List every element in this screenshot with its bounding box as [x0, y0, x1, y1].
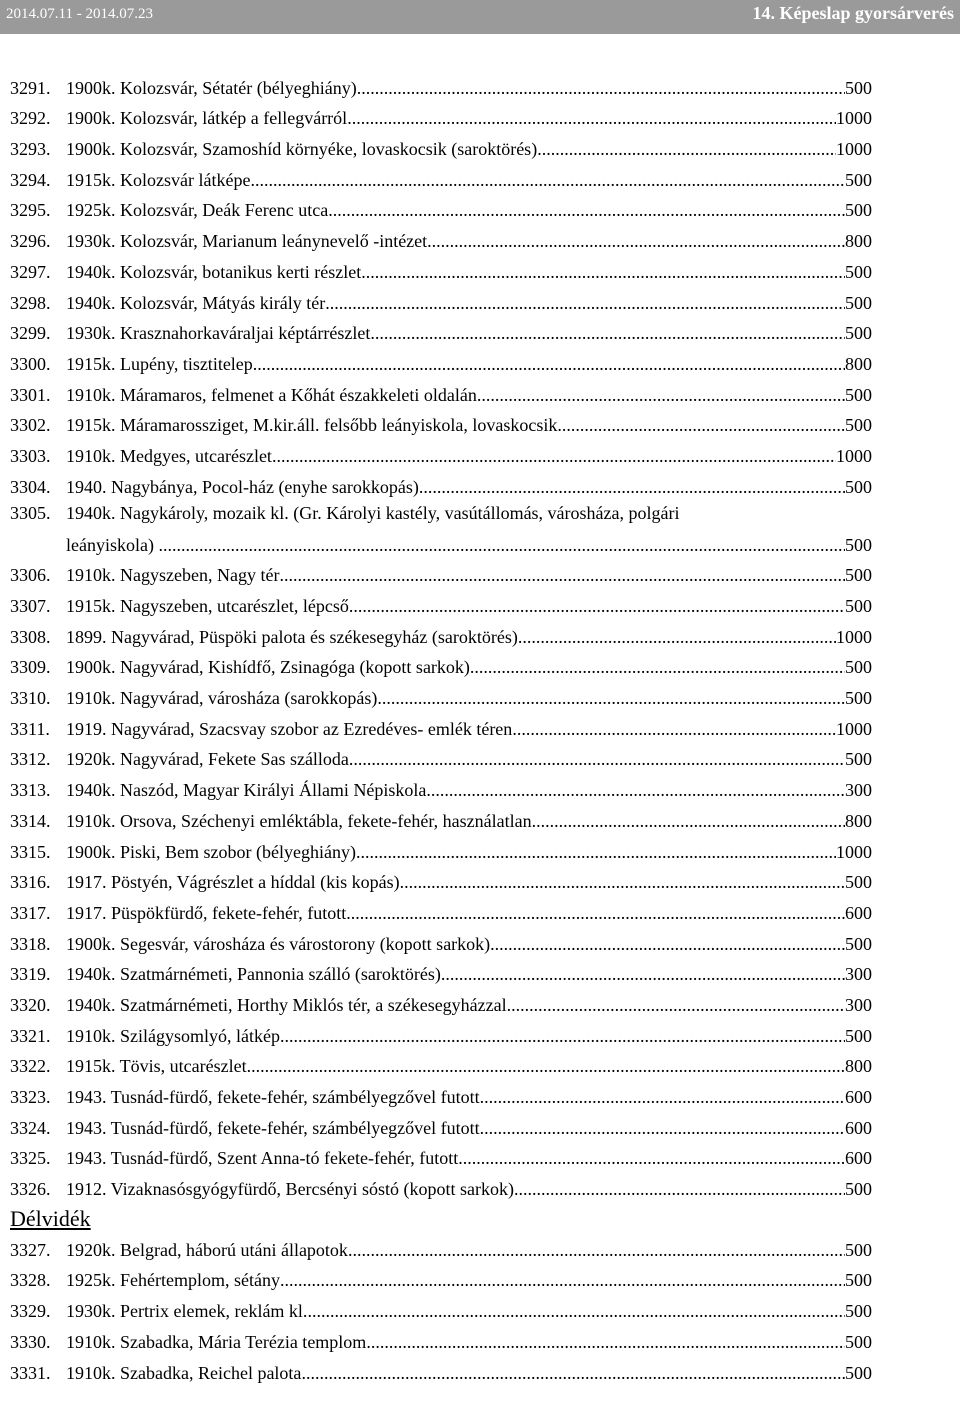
- lot-price: 800: [845, 1056, 872, 1077]
- list-item: [10, 960, 872, 991]
- lot-price: 1000: [836, 626, 872, 647]
- list-item: [10, 561, 872, 592]
- list-item: [10, 165, 872, 196]
- lot-number: 3326.: [10, 1179, 51, 1200]
- list-item: [10, 1021, 872, 1052]
- leader-dots: [301, 1363, 845, 1383]
- leader-dots: [347, 108, 836, 128]
- list-item: [10, 653, 872, 684]
- lot-body: [66, 385, 872, 405]
- lot-price: 1000: [836, 108, 872, 129]
- leader-dots: [419, 477, 845, 497]
- list-item: [10, 868, 872, 899]
- lot-number: 3309.: [10, 657, 51, 678]
- lot-price: 300: [845, 964, 872, 985]
- lot-number: 3329.: [10, 1301, 51, 1322]
- lot-description: 1943. Tusnád-fürdő, Szent Anna-tó fekete-fehér, futott: [66, 1148, 459, 1169]
- lot-price: 600: [845, 902, 872, 923]
- lot-number: 3294.: [10, 169, 51, 190]
- lot-number: 3323.: [10, 1087, 51, 1107]
- lot-description: 1899. Nagyvárad, Püspöki palota és székesegyház (saroktörés): [66, 626, 518, 647]
- lot-price: 500: [845, 749, 872, 770]
- lot-price: 1000: [836, 139, 872, 160]
- lot-body: [66, 231, 872, 251]
- leader-dots: [514, 1179, 845, 1199]
- lot-description: 1912. Vizaknasósgyógyfürdő, Bercsényi sóstó (kopott sarkok): [66, 1179, 515, 1200]
- lot-body: [66, 108, 872, 128]
- item-group: [10, 561, 872, 1205]
- lot-price: 500: [845, 1179, 872, 1200]
- list-item: [10, 1266, 872, 1297]
- lot-price: 800: [845, 231, 872, 252]
- leader-dots: [253, 354, 845, 374]
- lot-description: 1917. Pöstyén, Vágrészlet a híddal (kis kopás): [66, 872, 400, 893]
- lot-description: 1900k. Nagyvárad, Kishídfő, Zsinagóga (kopott sarkok): [66, 657, 470, 678]
- list-item: [10, 257, 872, 288]
- list-item: [10, 1358, 872, 1389]
- lot-price: 500: [845, 1239, 872, 1260]
- lot-number: 3316.: [10, 872, 51, 893]
- leader-dots: [328, 200, 845, 220]
- lot-number: 3303.: [10, 445, 51, 466]
- leader-dots: [470, 657, 845, 677]
- lot-description: 1940k. Naszód, Magyar Királyi Állami Népiskola: [66, 780, 427, 801]
- lot-number: 3311.: [10, 718, 50, 739]
- lot-body: [66, 1363, 872, 1383]
- lot-price: 500: [845, 169, 872, 190]
- lot-description: 1910k. Szilágysomlyó, látkép: [66, 1025, 280, 1046]
- lot-description: 1920k. Belgrad, háború utáni állapotok: [66, 1239, 348, 1260]
- lot-price: 600: [845, 1087, 872, 1107]
- lot-number: 3319.: [10, 964, 51, 985]
- lot-number: 3318.: [10, 933, 51, 954]
- lot-description: 1925k. Fehértemplom, sétány: [66, 1270, 280, 1291]
- list-item: [10, 441, 872, 472]
- lot-price: 500: [845, 261, 872, 282]
- lot-price: 500: [845, 657, 872, 678]
- lot-price: 1000: [836, 718, 872, 739]
- lot-price: 1000: [836, 841, 872, 862]
- lot-number: 3298.: [10, 292, 51, 313]
- list-item: [10, 1296, 872, 1327]
- lot-number: 3322.: [10, 1056, 51, 1077]
- leader-dots: [480, 1118, 845, 1138]
- lot-body: [66, 657, 872, 677]
- list-item: [10, 745, 872, 776]
- lot-body: [66, 596, 872, 616]
- list-item: [10, 134, 872, 165]
- leader-dots: [349, 596, 845, 616]
- lot-price: 500: [845, 933, 872, 954]
- lot-price: 300: [845, 780, 872, 801]
- list-item: [10, 503, 872, 561]
- lot-description: 1940k. Szatmárnémeti, Horthy Miklós tér, a székesegyházzal: [66, 994, 507, 1015]
- leader-dots: [480, 1087, 845, 1107]
- lot-body: [66, 749, 872, 769]
- lot-number: 3301.: [10, 384, 51, 405]
- list-item: [10, 1174, 872, 1205]
- lot-number: 3325.: [10, 1148, 51, 1169]
- lot-price: 500: [845, 415, 872, 436]
- page-header: [0, 0, 960, 34]
- lot-number: 3292.: [10, 108, 51, 129]
- lot-description-line2: leányiskola) .: [66, 534, 163, 555]
- lot-description: 1930k. Pertrix elemek, reklám kl.: [66, 1301, 308, 1322]
- list-item: [10, 929, 872, 960]
- lot-description-cont: [66, 535, 872, 555]
- list-item: [10, 104, 872, 135]
- lot-price: 500: [845, 596, 872, 616]
- list-item: [10, 1082, 872, 1113]
- lot-number: 3296.: [10, 231, 51, 252]
- lot-price: 500: [845, 565, 872, 586]
- lot-description: 1915k. Tövis, utcarészlet: [66, 1056, 247, 1077]
- auction-title: 14. Képeslap gyorsárverés: [752, 3, 954, 23]
- lot-price: 500: [845, 534, 872, 555]
- lot-price: 500: [845, 200, 872, 221]
- lot-description: 1910k. Szabadka, Mária Terézia templom: [66, 1331, 367, 1352]
- lot-price: 1000: [836, 445, 872, 466]
- list-item: [10, 806, 872, 837]
- lot-number: 3297.: [10, 261, 51, 282]
- lot-number: 3299.: [10, 323, 51, 344]
- lot-body: [66, 1179, 872, 1199]
- lot-description: 1900k. Piski, Bem szobor (bélyeghiány): [66, 841, 356, 862]
- lot-price: 500: [845, 1025, 872, 1046]
- leader-dots: [370, 323, 845, 343]
- lot-price: 600: [845, 1117, 872, 1138]
- lot-price: 300: [845, 994, 872, 1015]
- lot-body: [66, 964, 872, 984]
- lot-number: 3308.: [10, 626, 51, 647]
- leader-dots: [366, 1332, 845, 1352]
- lot-description: 1915k. Nagyszeben, utcarészlet, lépcső: [66, 596, 349, 616]
- lot-price: 600: [845, 1148, 872, 1169]
- list-item: [10, 683, 872, 714]
- lot-description: 1919. Nagyvárad, Szacsvay szobor az Ezredéves- emlék téren: [66, 718, 513, 739]
- lot-body: [66, 811, 872, 831]
- lot-body: [66, 688, 872, 708]
- lot-body: [66, 323, 872, 343]
- lot-description: 1940. Nagybánya, Pocol-ház (enyhe sarokkopás): [66, 476, 419, 497]
- leader-dots: [250, 170, 845, 190]
- leader-dots: [325, 293, 845, 313]
- lot-body: [66, 1026, 872, 1046]
- lot-description: 1940k. Szatmárnémeti, Pannonia szálló (saroktörés): [66, 964, 441, 985]
- lot-price: 500: [845, 1362, 872, 1383]
- leader-dots: [361, 262, 845, 282]
- lot-description: 1940k. Nagykároly, mozaik kl. (Gr. Károlyi kastély, vasútállomás, városháza, polgári: [66, 502, 680, 523]
- lot-body: [66, 1270, 872, 1290]
- lot-description: 1910k. Nagyszeben, Nagy tér: [66, 565, 280, 586]
- lot-description: 1910k. Nagyvárad, városháza (sarokkopás): [66, 688, 378, 709]
- lot-description: 1910k. Orsova, Széchenyi emléktábla, fekete-fehér, használatlan: [66, 810, 532, 831]
- list-item: [10, 775, 872, 806]
- lot-price: 500: [845, 77, 872, 98]
- lot-body: [66, 446, 872, 466]
- lot-number: 3302.: [10, 415, 51, 436]
- lot-number: 3328.: [10, 1270, 51, 1291]
- list-item: [10, 1113, 872, 1144]
- lot-price: 500: [845, 476, 872, 497]
- leader-dots: [280, 1026, 845, 1046]
- lot-body: [66, 1332, 872, 1352]
- lot-body: [66, 170, 872, 190]
- lot-description: 1917. Püspökfürdő, fekete-fehér, futott: [66, 902, 347, 923]
- leader-dots: [458, 1148, 845, 1168]
- list-item: [10, 380, 872, 411]
- lot-body: [66, 872, 872, 892]
- leader-dots: [490, 934, 845, 954]
- lot-price: 800: [845, 810, 872, 831]
- leader-dots: [518, 627, 836, 647]
- lot-number: 3307.: [10, 596, 51, 616]
- leader-dots: [346, 903, 845, 923]
- lot-body: [66, 565, 872, 585]
- lot-body: [66, 780, 872, 800]
- lot-number: 3293.: [10, 139, 51, 160]
- lot-body: [66, 262, 872, 282]
- lot-number: 3317.: [10, 902, 51, 923]
- list-item: [10, 319, 872, 350]
- lot-description: 1925k. Kolozsvár, Deák Ferenc utca: [66, 200, 329, 221]
- lot-body: [66, 78, 872, 98]
- lot-body: [66, 200, 872, 220]
- leader-dots: [427, 231, 845, 251]
- lot-body: [66, 903, 872, 923]
- list-item: [10, 990, 872, 1021]
- lot-description: 1900k. Kolozsvár, Szamoshíd környéke, lovaskocsik (saroktörés): [66, 139, 538, 160]
- lot-number: 3304.: [10, 476, 51, 497]
- lot-description: 1943. Tusnád-fürdő, fekete-fehér, számbélyegzővel futott: [66, 1087, 480, 1107]
- list-item: [10, 898, 872, 929]
- list-item: [10, 73, 872, 104]
- lot-description: 1900k. Segesvár, városháza és várostorony (kopott sarkok): [66, 933, 491, 954]
- list-item: [10, 1235, 872, 1266]
- lot-body: [66, 627, 872, 647]
- lot-description: 1915k. Kolozsvár látképe: [66, 169, 251, 190]
- leader-dots: [441, 964, 845, 984]
- lot-description: 1940k. Kolozsvár, Mátyás király tér: [66, 292, 326, 313]
- leader-dots: [377, 688, 845, 708]
- lot-body: [66, 1056, 872, 1076]
- leader-dots: [357, 78, 845, 98]
- leader-dots: [477, 385, 845, 405]
- list-item: [10, 411, 872, 442]
- lot-body: [66, 1240, 872, 1260]
- leader-dots: [426, 780, 845, 800]
- item-group: [10, 1235, 872, 1388]
- lot-body: [66, 354, 872, 374]
- lot-number: 3320.: [10, 994, 51, 1015]
- lot-description: 1910k. Szabadka, Reichel palota: [66, 1362, 302, 1383]
- lot-body: [66, 293, 872, 313]
- catalog-list: [10, 73, 872, 1389]
- lot-description: 1930k. Kolozsvár, Marianum leánynevelő -intézet: [66, 231, 428, 252]
- lot-description: 1930k. Krasznahorkaváraljai képtárrészlet: [66, 323, 371, 344]
- lot-description: 1920k. Nagyvárad, Fekete Sas szálloda: [66, 749, 349, 770]
- leader-dots: [280, 1270, 845, 1290]
- lot-number: 3291.: [10, 77, 51, 98]
- lot-price: 500: [845, 1301, 872, 1322]
- list-item: [10, 1144, 872, 1175]
- lot-description: 1915k. Máramarossziget, M.kir.áll. felsőbb leányiskola, lovaskocsik: [66, 415, 558, 436]
- list-item: [10, 196, 872, 227]
- list-item: [10, 472, 872, 503]
- lot-body: [66, 995, 872, 1015]
- lot-body: [66, 415, 872, 435]
- lot-description: 1900k. Kolozsvár, Sétatér (bélyeghiány): [66, 77, 357, 98]
- lot-body: [66, 1301, 872, 1321]
- list-item: [10, 837, 872, 868]
- lot-body: [66, 842, 872, 862]
- lot-body: [66, 503, 872, 555]
- lot-description: 1915k. Lupény, tisztitelep: [66, 353, 253, 374]
- date-range: 2014.07.11 - 2014.07.23: [6, 6, 153, 22]
- leader-dots: [532, 811, 845, 831]
- lot-body: [66, 934, 872, 954]
- list-item: [10, 1327, 872, 1358]
- lot-price: 500: [845, 688, 872, 709]
- leader-dots: [279, 565, 845, 585]
- lot-number: 3306.: [10, 565, 51, 586]
- lot-number: 3313.: [10, 780, 51, 801]
- lot-number: 3327.: [10, 1239, 51, 1260]
- lot-number: 3315.: [10, 841, 51, 862]
- leader-dots: [507, 995, 845, 1015]
- lot-price: 500: [845, 292, 872, 313]
- lot-body: [66, 719, 872, 739]
- leader-dots: [557, 415, 845, 435]
- lot-price: 500: [845, 384, 872, 405]
- lot-body: [66, 477, 872, 497]
- lot-body: [66, 139, 872, 159]
- lot-number: 3314.: [10, 810, 51, 831]
- list-item: [10, 591, 872, 622]
- lot-number: 3305.: [10, 502, 51, 523]
- lot-description: 1900k. Kolozsvár, látkép a fellegvárról: [66, 108, 348, 129]
- lot-body: [66, 1148, 872, 1168]
- lot-number: 3324.: [10, 1117, 51, 1138]
- lot-price: 500: [845, 872, 872, 893]
- leader-dots: [512, 719, 836, 739]
- leader-dots: [348, 1240, 845, 1260]
- leader-dots: [247, 1056, 845, 1076]
- lot-description: 1910k. Medgyes, utcarészlet: [66, 445, 272, 466]
- lot-price: 500: [845, 323, 872, 344]
- lot-number: 3331.: [10, 1362, 51, 1383]
- lot-price: 500: [845, 1331, 872, 1352]
- leader-dots: [400, 872, 845, 892]
- lot-number: 3295.: [10, 200, 51, 221]
- lot-number: 3321.: [10, 1025, 51, 1046]
- lot-description: 1910k. Máramaros, felmenet a Kőhát északkeleti oldalán: [66, 384, 477, 405]
- list-item: [10, 622, 872, 653]
- lot-number: 3330.: [10, 1331, 51, 1352]
- list-item: [10, 288, 872, 319]
- list-item: [10, 1052, 872, 1083]
- lot-number: 3310.: [10, 688, 51, 709]
- lot-price: 800: [845, 353, 872, 374]
- list-item: [10, 349, 872, 380]
- lot-description: 1940k. Kolozsvár, botanikus kerti részlet: [66, 261, 362, 282]
- leader-dots: [307, 1301, 845, 1321]
- leader-dots: [356, 842, 836, 862]
- section-heading: Délvidék: [10, 1206, 91, 1232]
- list-item: [10, 226, 872, 257]
- lot-body: [66, 1087, 872, 1107]
- lot-description: 1943. Tusnád-fürdő, fekete-fehér, számbélyegzővel futott: [66, 1117, 480, 1138]
- leader-dots: [349, 749, 845, 769]
- list-item: [10, 714, 872, 745]
- lot-price: 500: [845, 1270, 872, 1291]
- lot-number: 3300.: [10, 353, 51, 374]
- leader-dots: [272, 446, 836, 466]
- item-group: [10, 73, 872, 503]
- lot-number: 3312.: [10, 749, 51, 770]
- leader-dots: [537, 139, 836, 159]
- lot-body: [66, 1118, 872, 1138]
- leader-dots: [163, 535, 845, 555]
